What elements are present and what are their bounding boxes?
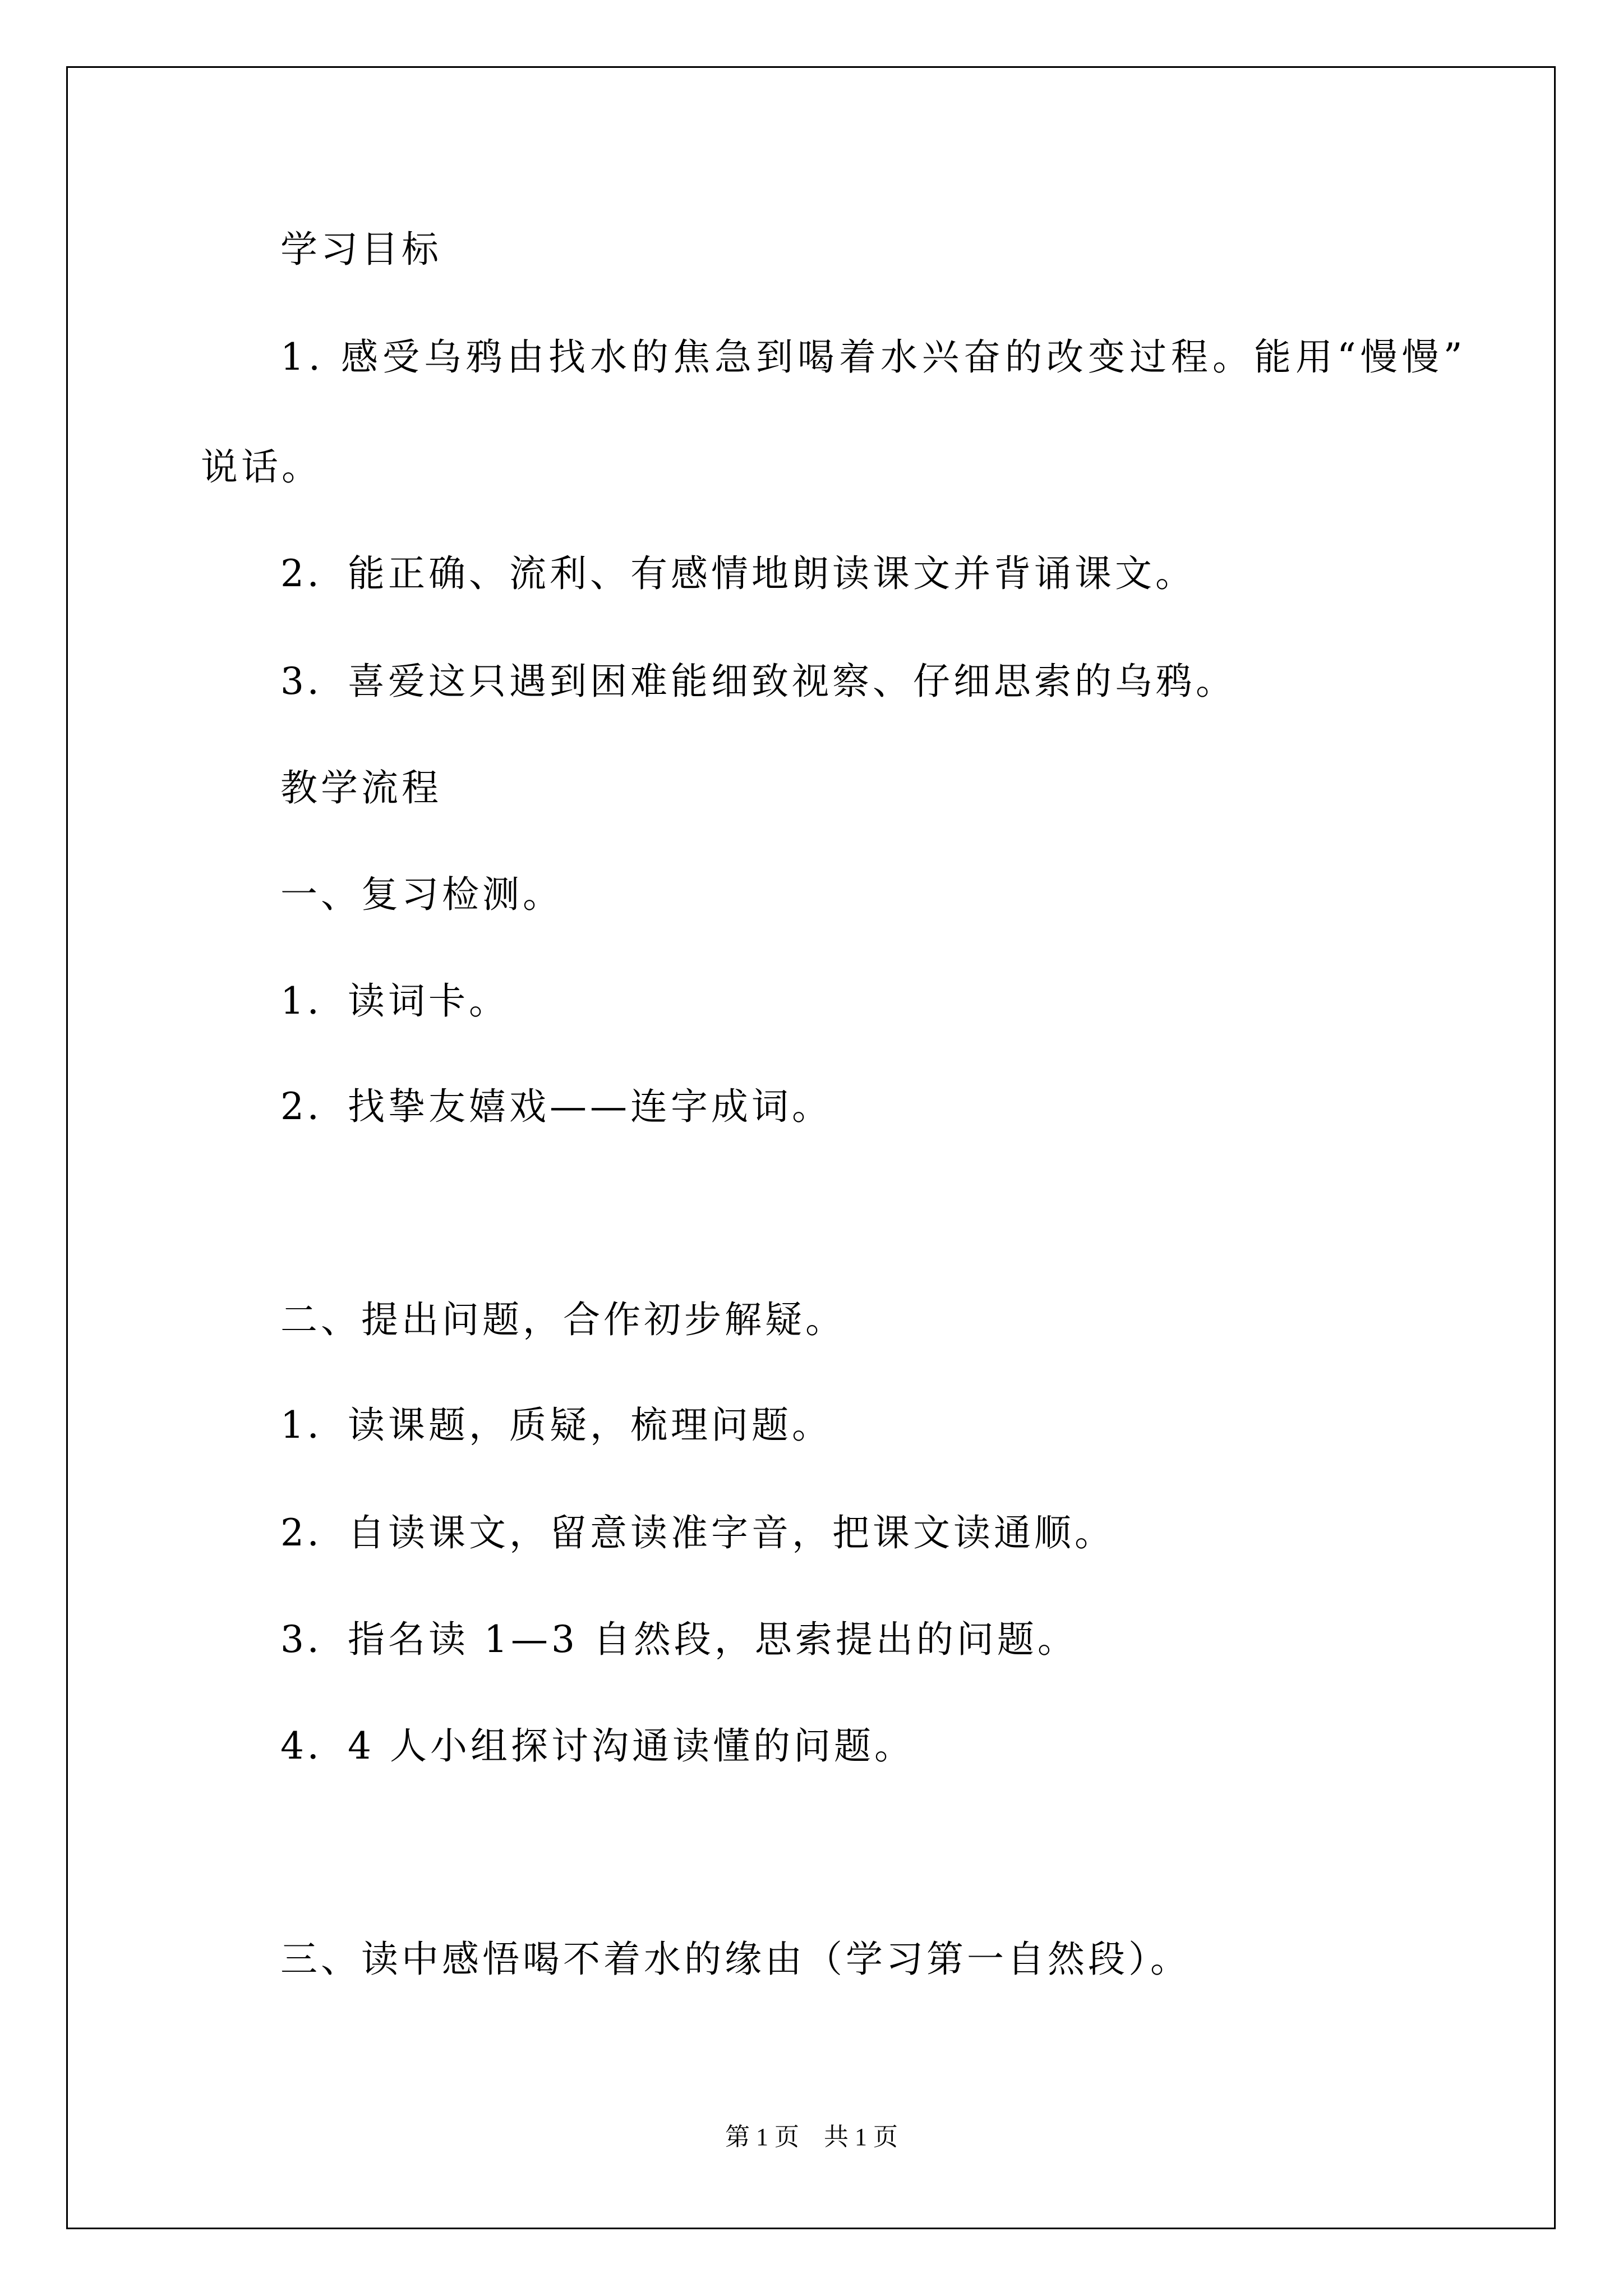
section-heading-process: 教学流程 — [280, 766, 442, 809]
goal-item-1-continued: 说话。 — [201, 445, 322, 489]
step-2-item-3: 3．指名读 1—3 自然段，思索提出的问题。 — [280, 1618, 1078, 1661]
page-border — [66, 66, 1556, 2229]
goal-item-2: 2．能正确、流利、有感情地朗读课文并背诵课文。 — [280, 552, 1196, 595]
step-heading-2: 二、提出问题，合作初步解疑。 — [280, 1298, 846, 1341]
step-1-item-2: 2．找挚友嬉戏——连字成词。 — [280, 1085, 832, 1128]
goal-item-1: 1. 感受乌鸦由找水的焦急到喝着水兴奋的改变过程。能用“慢慢” — [280, 335, 1467, 379]
page-footer: 第 1 页 共 1 页 — [725, 2123, 898, 2151]
goal-item-3: 3．喜爱这只遇到困难能细致视察、仔细思索的乌鸦。 — [280, 660, 1236, 703]
step-1-item-1: 1．读词卡。 — [280, 979, 509, 1023]
step-heading-1: 一、复习检测。 — [280, 873, 563, 916]
step-2-item-4: 4．4 人小组探讨沟通读懂的问题。 — [280, 1724, 915, 1768]
step-2-item-1: 1．读课题，质疑，梳理问题。 — [280, 1404, 832, 1447]
step-heading-3: 三、读中感悟喝不着水的缘由（学习第一自然段）。 — [280, 1938, 1191, 1981]
section-heading-goals: 学习目标 — [280, 228, 442, 271]
step-2-item-2: 2．自读课文，留意读准字音，把课文读通顺。 — [280, 1511, 1115, 1554]
